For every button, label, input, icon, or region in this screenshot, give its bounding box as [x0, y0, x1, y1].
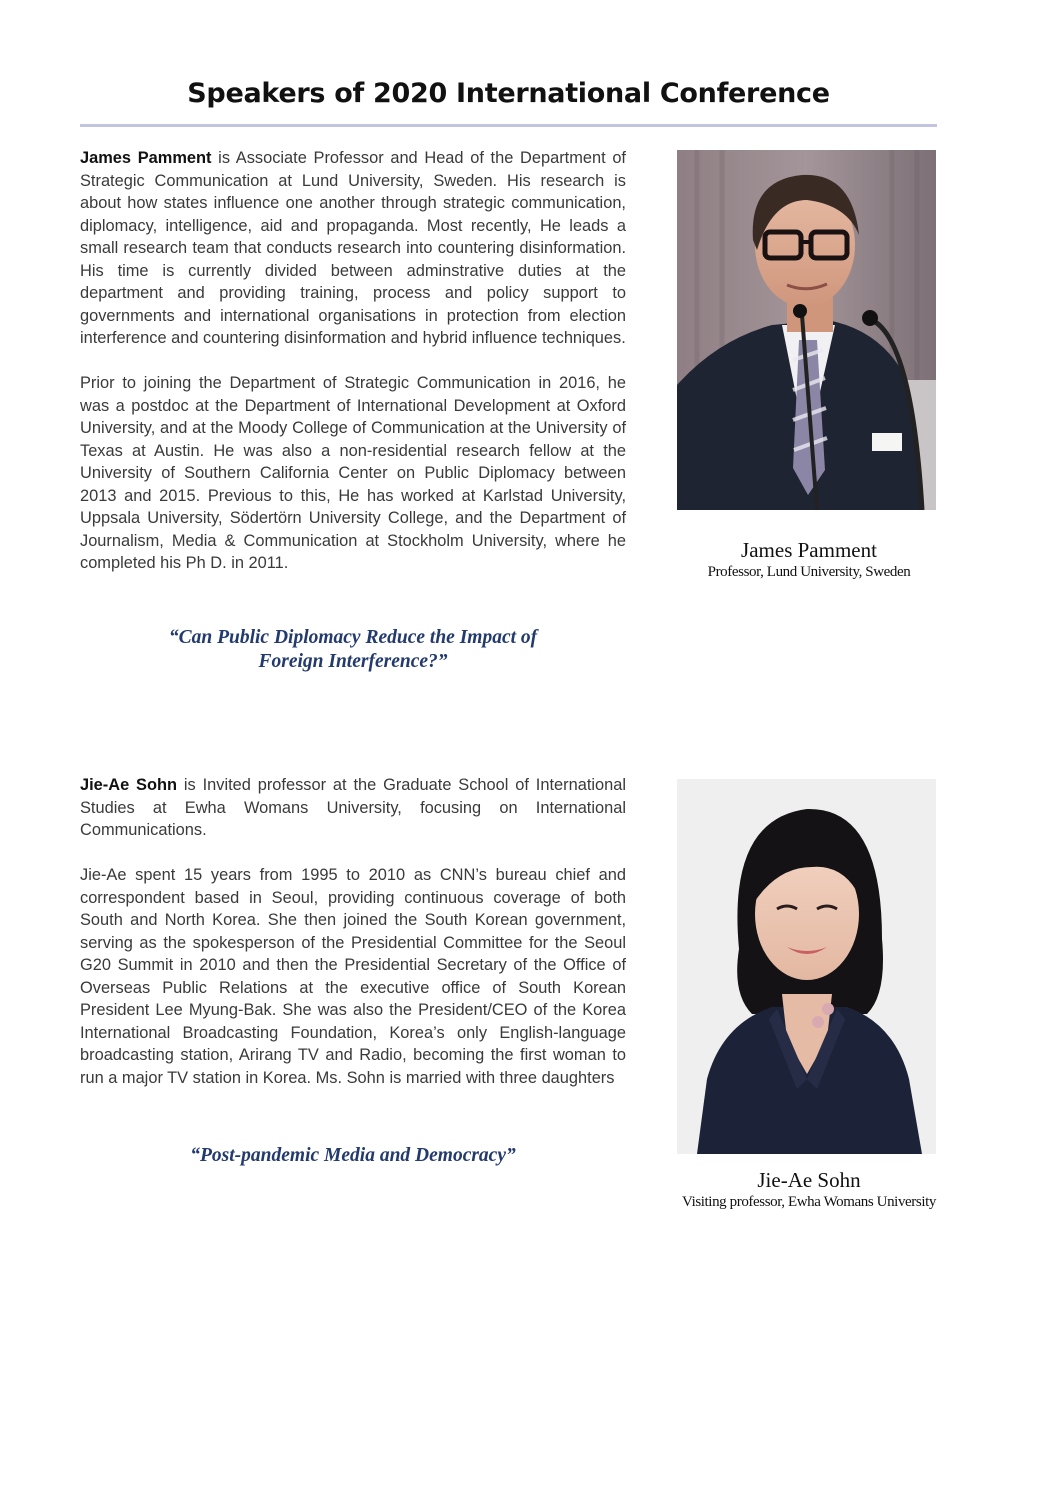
title-divider — [80, 124, 937, 127]
speaker-name-inline: James Pamment — [80, 149, 212, 167]
bio-text: is Invited professor at the Graduate School of International Studies at Ewha Womans University, focusing on International Communications. — [80, 776, 627, 839]
talk-title-sohn — [80, 1144, 626, 1168]
bio-paragraph — [80, 147, 626, 350]
talk-title-line: Foreign Interference?” — [258, 651, 448, 672]
speaker-name-inline: Jie-Ae Sohn — [80, 776, 178, 794]
portrait-image — [677, 150, 936, 510]
caption-name: James Pamment — [741, 538, 877, 562]
page-title: Speakers of 2020 International Conference — [187, 78, 830, 109]
bio-paragraph — [80, 774, 626, 842]
speaker-bio-pamment — [80, 147, 626, 575]
talk-title-line: “Post-pandemic Media and Democracy” — [190, 1145, 516, 1166]
speaker-photo-pamment — [677, 150, 936, 510]
talk-title-line: “Can Public Diplomacy Reduce the Impact of — [168, 627, 538, 648]
bio-text: is Associate Professor and Head of the Department of Strategic Communication at Lund University, Sweden. His research is about how states influence one another through strategic communication, diplomacy, intelligence, aid and propaganda. Most recently, He leads a small research team that conducts research into countering disinformation. His time is currently divided between adminstrative duties at the department and providing training, process and policy support to governments and international organisations in protection from election interference and countering disinformation and hybrid influence techniques. — [80, 149, 626, 347]
speaker-photo-sohn — [677, 779, 936, 1154]
caption-name: Jie-Ae Sohn — [757, 1168, 861, 1192]
bio-paragraph: Jie-Ae spent 15 years from 1995 to 2010 as CNN’s bureau chief and correspondent based in Seoul, providing continuous coverage of both South and North Korea. She then joined the South Korean government, serving as the spokesperson of the Presidential Committee for the Seoul G20 Summit in 2010 and then the Presidential Secretary of the Office of Overseas Public Relations at the executive office of South Korean President Lee Myung-Bak. She was also the President/CEO of the Korea International Broadcasting Foundation, Korea’s only English-language broadcasting station, Arirang TV and Radio, becoming the first woman to run a major TV station in Korea. Ms. Sohn is married with three daughters — [80, 866, 626, 1087]
caption-role: Visiting professor, Ewha Womans University — [682, 1194, 936, 1210]
bio-paragraph: Prior to joining the Department of Strategic Communication in 2016, he was a postdoc at the Department of International Development at Oxford University, and at the Moody College of Communication at the University of Texas at Austin. He was also a non-residential research fellow at the University of Southern California Center on Public Diplomacy between 2013 and 2015. Previous to this, He has worked at Karlstad University, Uppsala University, Södertörn University College, and the Department of Journalism, Media & Communication at Stockholm University, where he completed his Ph D. in 2011. — [80, 374, 626, 572]
portrait-image — [677, 779, 936, 1154]
speaker-caption-sohn — [666, 1168, 952, 1212]
speaker-caption-pamment — [677, 538, 941, 582]
caption-role: Professor, Lund University, Sweden — [707, 564, 911, 580]
talk-title-pamment — [80, 626, 626, 674]
speaker-bio-sohn — [80, 774, 626, 1089]
